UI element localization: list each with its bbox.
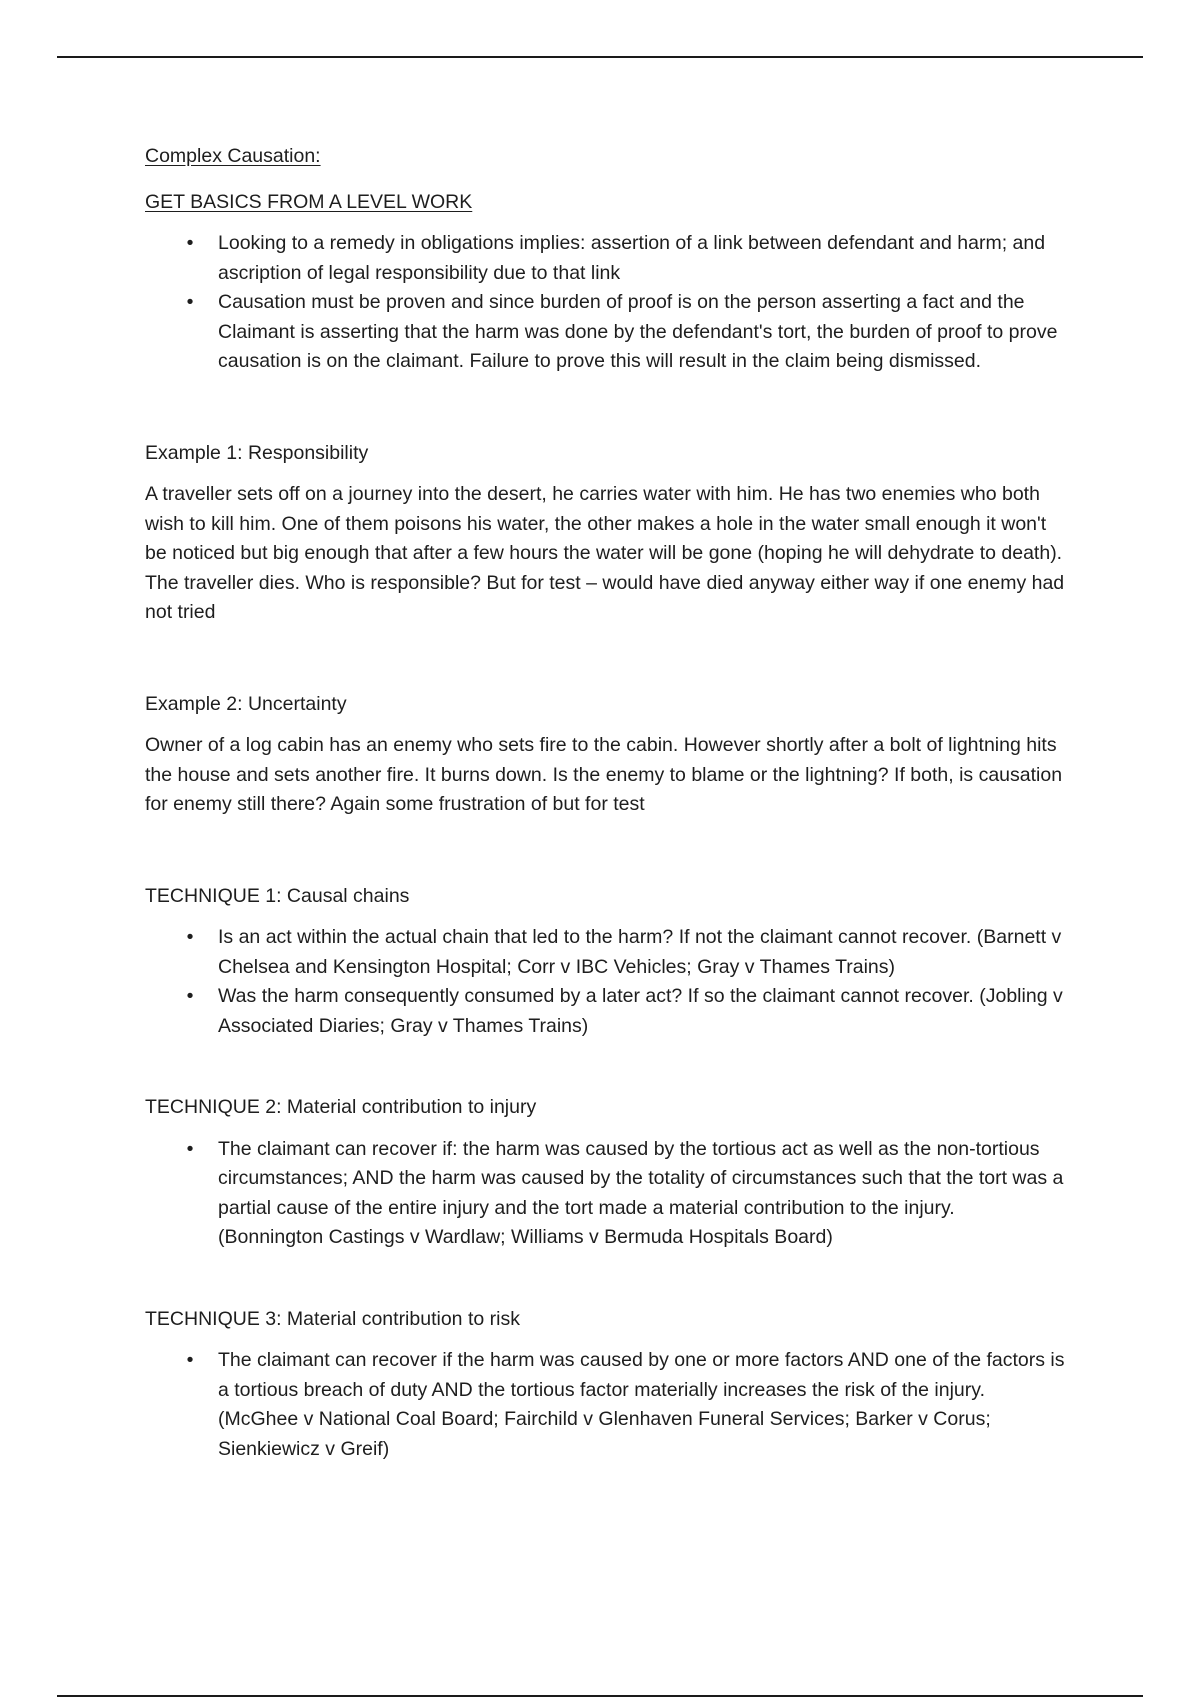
list-item-text: Was the harm consequently consumed by a later act? If so the claimant cannot recover. (Jobling v Associated Diaries; Gray v Thames Trains) <box>218 985 1063 1037</box>
document-subtitle: GET BASICS FROM A LEVEL WORK <box>145 190 473 213</box>
list-item-text: Causation must be proven and since burden of proof is on the person asserting a fact and the Claimant is asserting that the harm was done by the defendant's tort, the burden of proof to prove causation is on the claimant. Failure to prove this will result in the claim being dismissed. <box>218 291 1058 372</box>
technique3-heading: TECHNIQUE 3: Material contribution to risk <box>145 1307 520 1330</box>
intro-bullet-list <box>145 229 1065 377</box>
bullet-icon: • <box>186 926 194 948</box>
technique1-bullet-list <box>145 923 1065 1041</box>
technique3-bullet-list <box>145 1346 1065 1464</box>
example2-heading: Example 2: Uncertainty <box>145 692 347 715</box>
list-item-text: Is an act within the actual chain that led to the harm? If not the claimant cannot recover. (Barnett v Chelsea and Kensington Hospital; Corr v IBC Vehicles; Gray v Thames Trains) <box>218 926 1062 978</box>
list-item <box>145 923 1065 982</box>
bullet-icon: • <box>186 1137 194 1160</box>
header-rule <box>57 56 1143 58</box>
list-item <box>145 982 1065 1041</box>
technique2-bullet-list <box>145 1135 1065 1253</box>
document-title: Complex Causation: <box>145 145 321 167</box>
example1-text: A traveller sets off on a journey into the desert, he carries water with him. He has two enemies who both wish to kill him. One of them poisons his water, the other makes a hole in the water small enough it won't be noticed but big enough that after a few hours the water will be gone (hoping he will dehydrate to death). The traveller dies. Who is responsible? But for test – would have died anyway either way if one enemy had not tried <box>145 483 1065 623</box>
example2-text: Owner of a log cabin has an enemy who sets fire to the cabin. However shortly after a bolt of lightning hits the house and sets another fire. It burns down. Is the enemy to blame or the lightning? If both, is causation for enemy still there? Again some frustration of but for test <box>145 734 1063 815</box>
bullet-icon: • <box>186 1349 194 1371</box>
list-item <box>145 1346 1065 1464</box>
bullet-icon: • <box>186 232 194 254</box>
list-item <box>145 229 1065 288</box>
list-item-text: Looking to a remedy in obligations implies: assertion of a link between defendant and harm; and ascription of legal responsibility due to that link <box>218 232 1046 284</box>
technique2-heading: TECHNIQUE 2: Material contribution to injury <box>145 1096 537 1118</box>
list-item <box>145 1135 1065 1253</box>
list-item-text: The claimant can recover if the harm was caused by one or more factors AND one of the factors is a tortious breach of duty AND the tortious factor materially increases the risk of the injury. (McGhee v National Coal Board; Fairchild v Glenhaven Funeral Services; Barker v Corus; Sienkiewicz v Greif) <box>218 1349 1065 1460</box>
technique1-heading: TECHNIQUE 1: Causal chains <box>145 884 410 907</box>
example1-heading: Example 1: Responsibility <box>145 441 369 464</box>
list-item <box>145 288 1065 377</box>
bullet-icon: • <box>186 985 194 1007</box>
list-item-text: The claimant can recover if: the harm was caused by the tortious act as well as the non-tortious circumstances; AND the harm was caused by the totality of circumstances such that the tort was a partial cause of the entire injury and the tort made a material contribution to the injury. (Bonnington Castings v Wardlaw; Williams v Bermuda Hospitals Board) <box>218 1137 1064 1248</box>
bullet-icon: • <box>186 291 194 313</box>
document-body <box>145 142 1065 1464</box>
footer-rule <box>57 1695 1143 1697</box>
